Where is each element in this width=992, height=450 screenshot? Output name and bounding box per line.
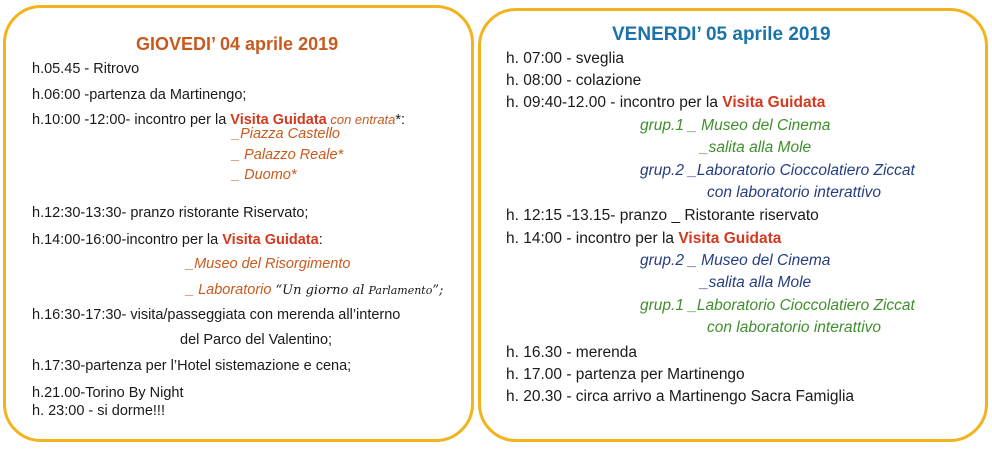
visit-stop: _ Laboratorio “Un giorno al Parlamento”; bbox=[186, 282, 444, 298]
group-line: grup.2 _ Museo del Cinema bbox=[640, 252, 831, 269]
schedule-line: h. 14:00 - incontro per la Visita Guidata bbox=[506, 230, 782, 247]
schedule-line: del Parco del Valentino; bbox=[180, 332, 333, 348]
schedule-line: h. 12:15 -13.15- pranzo _ Ristorante riservato bbox=[506, 207, 819, 224]
schedule-line: h.10:00 -12:00- incontro per la Visita Guidata con entrata*: bbox=[32, 112, 406, 128]
schedule-line: h.16:30-17:30- visita/passeggiata con merenda all’interno bbox=[32, 307, 401, 323]
group-line: grup.2 _Laboratorio Cioccolatiero Ziccat bbox=[640, 162, 915, 179]
schedule-line: h.14:00-16:00-incontro per la Visita Guidata: bbox=[32, 232, 323, 248]
schedule-line: h.06:00 -partenza da Martinengo; bbox=[32, 87, 247, 103]
group-line: grup.1 _Laboratorio Cioccolatiero Ziccat bbox=[640, 297, 915, 314]
friday-title: VENERDI’ 05 aprile 2019 bbox=[612, 24, 831, 45]
schedule-line: h. 17.00 - partenza per Martinengo bbox=[506, 366, 745, 383]
schedule-line: h. 07:00 - sveglia bbox=[506, 50, 625, 67]
group-line: _salita alla Mole bbox=[700, 139, 812, 156]
schedule-line: h. 09:40-12.00 - incontro per la Visita Guidata bbox=[506, 94, 826, 111]
visit-stop: _Piazza Castello bbox=[232, 126, 340, 142]
schedule-line: h.12:30-13:30- pranzo ristorante Riservato; bbox=[32, 205, 309, 221]
schedule-line: h.05.45 - Ritrovo bbox=[32, 61, 140, 77]
schedule-line: h. 08:00 - colazione bbox=[506, 72, 642, 89]
group-line: _salita alla Mole bbox=[700, 274, 812, 291]
visit-stop: _Museo del Risorgimento bbox=[186, 256, 351, 272]
schedule-line: h. 20.30 - circa arrivo a Martinengo Sacra Famiglia bbox=[506, 388, 855, 405]
schedule-line: h.21.00-Torino By Night bbox=[32, 385, 184, 401]
group-line: con laboratorio interattivo bbox=[707, 184, 882, 201]
schedule-line: h.17:30-partenza per l’Hotel sistemazione e cena; bbox=[32, 358, 352, 374]
visit-stop: _ Palazzo Reale* bbox=[232, 147, 344, 163]
thursday-title: GIOVEDI’ 04 aprile 2019 bbox=[136, 34, 339, 54]
schedule-line: h. 16.30 - merenda bbox=[506, 344, 637, 361]
visit-stop: _ Duomo* bbox=[232, 167, 297, 183]
group-line: grup.1 _ Museo del Cinema bbox=[640, 117, 831, 134]
group-line: con laboratorio interattivo bbox=[707, 319, 882, 336]
schedule-line: h. 23:00 - si dorme!!! bbox=[32, 403, 165, 419]
